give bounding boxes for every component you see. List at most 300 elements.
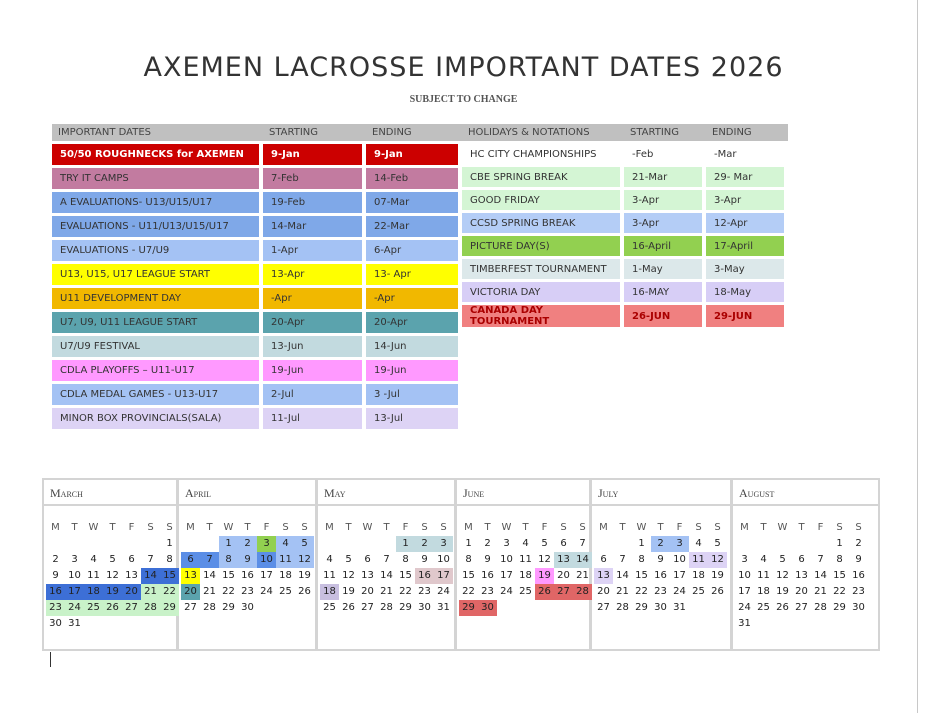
calendar-day: 24 xyxy=(738,602,751,613)
month-divider xyxy=(179,504,315,506)
start-date-cell: 11-Jul xyxy=(263,408,366,429)
weekday-label: F xyxy=(817,522,824,533)
date-row xyxy=(52,384,462,405)
calendar-day: 12 xyxy=(342,570,355,581)
event-cell: TIMBERFEST TOURNAMENT xyxy=(462,259,624,279)
calendar-day: 13 xyxy=(125,570,138,581)
calendar-day: 31 xyxy=(68,618,81,629)
calendar-day: 10 xyxy=(500,554,513,565)
weekday-label: S xyxy=(147,522,154,533)
month-divider xyxy=(44,504,176,506)
start-date-cell: -Feb xyxy=(624,144,706,164)
calendar-day: 25 xyxy=(323,602,336,613)
calendar-day: 1 xyxy=(396,536,415,552)
weekday-label: F xyxy=(263,522,270,533)
calendar-day: 19 xyxy=(535,568,554,584)
calendar-day: 22 xyxy=(635,586,648,597)
weekday-label: S xyxy=(421,522,428,533)
weekday-label: S xyxy=(440,522,447,533)
date-row xyxy=(52,240,462,261)
calendar-day: 12 xyxy=(708,552,727,568)
weekday-label: T xyxy=(522,522,529,533)
calendar-day: 1 xyxy=(836,538,843,549)
calendar-day: 7 xyxy=(817,554,824,565)
end-date-cell: 12-Apr xyxy=(706,213,788,233)
start-date-cell: 14-Mar xyxy=(263,216,366,237)
calendar-day: 11 xyxy=(519,554,532,565)
calendar-day: 10 xyxy=(673,554,686,565)
header-starting: STARTING xyxy=(624,124,706,141)
calendar-day: 9 xyxy=(484,554,491,565)
weekday-label: M xyxy=(325,522,334,533)
start-date-cell: 1-Apr xyxy=(263,240,366,261)
date-row xyxy=(462,305,788,327)
calendar-day: 3 xyxy=(741,554,748,565)
calendar-day: 18 xyxy=(84,584,103,600)
calendar-day: 14 xyxy=(380,570,393,581)
event-cell: EVALUATIONS - U7/U9 xyxy=(52,240,263,261)
calendar-day: 21 xyxy=(203,586,216,597)
calendar-day: 16 xyxy=(241,570,254,581)
calendar-day: 18 xyxy=(757,586,770,597)
calendar-day: 16 xyxy=(852,570,865,581)
calendar-day: 5 xyxy=(779,554,786,565)
calendar-day: 8 xyxy=(465,554,472,565)
weekday-label: F xyxy=(128,522,135,533)
date-row xyxy=(52,360,462,381)
event-cell: U11 DEVELOPMENT DAY xyxy=(52,288,263,309)
calendar-day: 2 xyxy=(52,554,59,565)
weekday-label: W xyxy=(636,522,647,533)
weekday-label: S xyxy=(579,522,586,533)
calendar-day: 26 xyxy=(103,600,122,616)
weekday-label: F xyxy=(676,522,683,533)
calendar-day: 8 xyxy=(836,554,843,565)
calendar-day: 29 xyxy=(833,602,846,613)
month-name: March xyxy=(50,486,83,500)
weekday-label: T xyxy=(798,522,805,533)
weekday-label: T xyxy=(484,522,491,533)
end-date-cell: 13-Jul xyxy=(366,408,462,429)
event-cell: CBE SPRING BREAK xyxy=(462,167,624,187)
page-edge-line xyxy=(917,0,918,713)
calendar-day: 31 xyxy=(437,602,450,613)
calendar-day: 23 xyxy=(852,586,865,597)
calendar-day: 19 xyxy=(776,586,789,597)
calendar-day: 16 xyxy=(46,584,65,600)
weekday-label: M xyxy=(186,522,195,533)
weekday-label: S xyxy=(855,522,862,533)
event-cell: 50/50 ROUGHNECKS for AXEMEN xyxy=(52,144,263,165)
calendar-day: 6 xyxy=(181,552,200,568)
start-date-cell: 21-Mar xyxy=(624,167,706,187)
date-row xyxy=(462,167,788,187)
calendar-day: 9 xyxy=(52,570,59,581)
calendar-day: 30 xyxy=(49,618,62,629)
start-date-cell: 9-Jan xyxy=(263,144,366,165)
start-date-cell: -Apr xyxy=(263,288,366,309)
calendar-day: 7 xyxy=(200,552,219,568)
calendar-day: 30 xyxy=(241,602,254,613)
header-starting: STARTING xyxy=(263,124,366,141)
event-cell: MINOR BOX PROVINCIALS(SALA) xyxy=(52,408,263,429)
calendar-day: 30 xyxy=(852,602,865,613)
start-date-cell: 2-Jul xyxy=(263,384,366,405)
calendar-day: 14 xyxy=(814,570,827,581)
weekday-label: W xyxy=(223,522,234,533)
calendar-day: 8 xyxy=(638,554,645,565)
calendar-day: 22 xyxy=(462,586,475,597)
calendar-day: 23 xyxy=(418,586,431,597)
calendar-day: 22 xyxy=(222,586,235,597)
date-row xyxy=(52,336,462,357)
header-holidays: HOLIDAYS & NOTATIONS xyxy=(462,124,624,141)
calendar-day: 12 xyxy=(538,554,551,565)
calendar-day: 27 xyxy=(554,584,573,600)
calendar-day: 28 xyxy=(814,602,827,613)
month-name: June xyxy=(463,486,485,500)
calendar-day: 29 xyxy=(635,602,648,613)
calendar-day: 20 xyxy=(795,586,808,597)
calendar-day: 14 xyxy=(573,552,592,568)
calendar-day: 17 xyxy=(434,568,453,584)
date-row xyxy=(462,213,788,233)
weekday-label: W xyxy=(777,522,788,533)
weekday-label: T xyxy=(206,522,213,533)
calendar-day: 13 xyxy=(181,568,200,584)
start-date-cell: 16-MAY xyxy=(624,282,706,302)
calendar-day: 2 xyxy=(415,536,434,552)
calendar-day: 26 xyxy=(711,586,724,597)
weekday-label: T xyxy=(109,522,116,533)
calendar-day: 29 xyxy=(459,600,478,616)
calendar-day: 22 xyxy=(399,586,412,597)
weekday-label: S xyxy=(560,522,567,533)
calendar-day: 1 xyxy=(638,538,645,549)
date-row xyxy=(462,236,788,256)
end-date-cell: 9-Jan xyxy=(366,144,462,165)
calendar-day: 24 xyxy=(500,586,513,597)
calendar-day: 29 xyxy=(222,602,235,613)
event-cell: HC CITY CHAMPIONSHIPS xyxy=(462,144,624,164)
start-date-cell: 19-Jun xyxy=(263,360,366,381)
calendar-day: 4 xyxy=(90,554,97,565)
calendar-day: 13 xyxy=(594,568,613,584)
month-may xyxy=(318,480,457,649)
calendar-day: 23 xyxy=(241,586,254,597)
calendar-day: 24 xyxy=(65,600,84,616)
calendar-day: 7 xyxy=(147,554,154,565)
end-date-cell: 13- Apr xyxy=(366,264,462,285)
start-date-cell: 20-Apr xyxy=(263,312,366,333)
event-cell: U7/U9 FESTIVAL xyxy=(52,336,263,357)
calendar-day: 18 xyxy=(519,570,532,581)
calendar-day: 25 xyxy=(757,602,770,613)
month-july xyxy=(592,480,733,649)
calendar-day: 28 xyxy=(141,600,160,616)
calendar-day: 8 xyxy=(219,552,238,568)
month-name: July xyxy=(598,486,619,500)
calendar-day: 6 xyxy=(600,554,607,565)
calendar-day: 23 xyxy=(654,586,667,597)
end-date-cell: 6-Apr xyxy=(366,240,462,261)
calendar-day: 6 xyxy=(364,554,371,565)
calendar-day: 1 xyxy=(219,536,238,552)
calendar-day: 27 xyxy=(795,602,808,613)
calendar-day: 15 xyxy=(399,570,412,581)
calendar-day: 2 xyxy=(855,538,862,549)
calendar-day: 4 xyxy=(695,538,702,549)
date-row xyxy=(462,190,788,210)
calendar-day: 5 xyxy=(295,536,314,552)
calendar-day: 21 xyxy=(576,570,589,581)
calendar-day: 9 xyxy=(855,554,862,565)
calendar-day: 2 xyxy=(484,538,491,549)
calendar-day: 10 xyxy=(437,554,450,565)
calendar-day: 18 xyxy=(279,570,292,581)
calendar-day: 2 xyxy=(238,536,257,552)
calendar-day: 15 xyxy=(462,570,475,581)
calendar-day: 6 xyxy=(798,554,805,565)
end-date-cell: 3 -Jul xyxy=(366,384,462,405)
calendar-day: 12 xyxy=(776,570,789,581)
calendar-day: 26 xyxy=(776,602,789,613)
end-date-cell: 14-Feb xyxy=(366,168,462,189)
calendar-day: 9 xyxy=(657,554,664,565)
weekday-label: T xyxy=(71,522,78,533)
calendar-day: 20 xyxy=(122,584,141,600)
event-cell: EVALUATIONS - U11/U13/U15/U17 xyxy=(52,216,263,237)
weekday-label: W xyxy=(362,522,373,533)
end-date-cell: 19-Jun xyxy=(366,360,462,381)
event-cell: PICTURE DAY(S) xyxy=(462,236,624,256)
date-row xyxy=(52,168,462,189)
weekday-label: M xyxy=(740,522,749,533)
month-april xyxy=(179,480,318,649)
calendar-day: 24 xyxy=(437,586,450,597)
calendar-day: 18 xyxy=(692,570,705,581)
month-name: April xyxy=(185,486,212,500)
weekday-label: W xyxy=(501,522,512,533)
weekday-label: T xyxy=(244,522,251,533)
text-cursor xyxy=(50,652,51,667)
date-row xyxy=(52,288,462,309)
calendar-day: 11 xyxy=(276,552,295,568)
important-dates-table xyxy=(52,121,462,432)
end-date-cell: 29-JUN xyxy=(706,305,788,327)
calendar-day: 15 xyxy=(635,570,648,581)
calendar-day: 23 xyxy=(46,600,65,616)
weekday-label: F xyxy=(541,522,548,533)
calendar-day: 5 xyxy=(345,554,352,565)
calendar-day: 6 xyxy=(128,554,135,565)
calendar-day: 4 xyxy=(326,554,333,565)
calendar-day: 3 xyxy=(434,536,453,552)
calendar-day: 28 xyxy=(203,602,216,613)
calendar-day: 20 xyxy=(597,586,610,597)
calendar-day: 17 xyxy=(500,570,513,581)
calendar-day: 27 xyxy=(122,600,141,616)
calendar-day: 31 xyxy=(673,602,686,613)
page-title: AXEMEN LACROSSE IMPORTANT DATES 2026 xyxy=(143,52,784,83)
event-cell: VICTORIA DAY xyxy=(462,282,624,302)
weekday-label: S xyxy=(714,522,721,533)
event-cell: TRY IT CAMPS xyxy=(52,168,263,189)
date-row xyxy=(462,282,788,302)
weekday-label: S xyxy=(695,522,702,533)
calendar-day: 11 xyxy=(689,552,708,568)
calendar-day: 29 xyxy=(399,602,412,613)
calendar-day: 16 xyxy=(481,570,494,581)
calendar-day: 30 xyxy=(478,600,497,616)
event-cell: CANADA DAY TOURNAMENT xyxy=(462,305,624,327)
calendar-day: 26 xyxy=(342,602,355,613)
end-date-cell: 14-Jun xyxy=(366,336,462,357)
event-cell: U7, U9, U11 LEAGUE START xyxy=(52,312,263,333)
date-row xyxy=(52,216,462,237)
calendar-day: 20 xyxy=(557,570,570,581)
calendar-day: 21 xyxy=(814,586,827,597)
calendar-day: 27 xyxy=(597,602,610,613)
event-cell: CDLA PLAYOFFS – U11-U17 xyxy=(52,360,263,381)
calendar-day: 12 xyxy=(295,552,314,568)
calendar-day: 6 xyxy=(560,538,567,549)
calendar-day: 15 xyxy=(833,570,846,581)
calendar-day: 25 xyxy=(692,586,705,597)
weekday-label: T xyxy=(760,522,767,533)
header-ending: ENDING xyxy=(706,124,788,141)
calendar-day: 9 xyxy=(238,552,257,568)
calendar-day: 7 xyxy=(619,554,626,565)
calendar-day: 19 xyxy=(342,586,355,597)
weekday-label: S xyxy=(301,522,308,533)
calendar-day: 7 xyxy=(383,554,390,565)
start-date-cell: 26-JUN xyxy=(624,305,706,327)
calendar-day: 19 xyxy=(711,570,724,581)
calendar-day: 19 xyxy=(103,584,122,600)
calendar-day: 3 xyxy=(71,554,78,565)
page-subtitle: SUBJECT TO CHANGE xyxy=(409,94,518,105)
calendar-day: 5 xyxy=(541,538,548,549)
calendar-day: 21 xyxy=(616,586,629,597)
date-row xyxy=(462,259,788,279)
calendar-day: 3 xyxy=(257,536,276,552)
date-row xyxy=(462,144,788,164)
end-date-cell: 17-April xyxy=(706,236,788,256)
end-date-cell: 07-Mar xyxy=(366,192,462,213)
start-date-cell: 3-Apr xyxy=(624,190,706,210)
calendar-day: 14 xyxy=(141,568,160,584)
end-date-cell: -Mar xyxy=(706,144,788,164)
calendar-day: 31 xyxy=(738,618,751,629)
calendar-strip xyxy=(42,478,880,651)
calendar-day: 8 xyxy=(402,554,409,565)
weekday-label: M xyxy=(464,522,473,533)
event-cell: CCSD SPRING BREAK xyxy=(462,213,624,233)
date-row xyxy=(52,144,462,165)
calendar-day: 25 xyxy=(84,600,103,616)
date-row xyxy=(52,312,462,333)
month-march xyxy=(44,480,179,649)
end-date-cell: 20-Apr xyxy=(366,312,462,333)
calendar-day: 8 xyxy=(166,554,173,565)
calendar-day: 26 xyxy=(535,584,554,600)
calendar-day: 14 xyxy=(616,570,629,581)
month-august xyxy=(733,480,878,649)
calendar-day: 19 xyxy=(298,570,311,581)
event-cell: A EVALUATIONS- U13/U15/U17 xyxy=(52,192,263,213)
calendar-day: 17 xyxy=(673,570,686,581)
weekday-label: M xyxy=(51,522,60,533)
start-date-cell: 1-May xyxy=(624,259,706,279)
calendar-day: 2 xyxy=(651,536,670,552)
calendar-day: 17 xyxy=(65,584,84,600)
header-important-dates: IMPORTANT DATES xyxy=(52,124,263,141)
weekday-label: T xyxy=(657,522,664,533)
calendar-day: 28 xyxy=(380,602,393,613)
calendar-day: 13 xyxy=(795,570,808,581)
date-row xyxy=(52,192,462,213)
calendar-day: 17 xyxy=(260,570,273,581)
end-date-cell: 29- Mar xyxy=(706,167,788,187)
start-date-cell: 19-Feb xyxy=(263,192,366,213)
calendar-day: 16 xyxy=(415,568,434,584)
calendar-day: 3 xyxy=(670,536,689,552)
calendar-day: 1 xyxy=(465,538,472,549)
header-ending: ENDING xyxy=(366,124,462,141)
event-cell: CDLA MEDAL GAMES - U13-U17 xyxy=(52,384,263,405)
calendar-day: 9 xyxy=(421,554,428,565)
calendar-day: 24 xyxy=(673,586,686,597)
calendar-day: 25 xyxy=(519,586,532,597)
calendar-day: 11 xyxy=(323,570,336,581)
calendar-day: 13 xyxy=(554,552,573,568)
calendar-day: 24 xyxy=(260,586,273,597)
end-date-cell: 18-May xyxy=(706,282,788,302)
month-name: August xyxy=(739,486,775,500)
start-date-cell: 13-Apr xyxy=(263,264,366,285)
calendar-day: 25 xyxy=(279,586,292,597)
calendar-day: 1 xyxy=(166,538,173,549)
calendar-day: 21 xyxy=(141,584,160,600)
calendar-day: 5 xyxy=(714,538,721,549)
calendar-day: 26 xyxy=(298,586,311,597)
start-date-cell: 16-April xyxy=(624,236,706,256)
holidays-table xyxy=(462,121,788,330)
calendar-day: 20 xyxy=(361,586,374,597)
month-divider xyxy=(592,504,730,506)
calendar-day: 17 xyxy=(738,586,751,597)
date-row xyxy=(52,408,462,429)
calendar-day: 23 xyxy=(481,586,494,597)
calendar-day: 15 xyxy=(222,570,235,581)
weekday-label: M xyxy=(599,522,608,533)
calendar-day: 29 xyxy=(160,600,179,616)
calendar-day: 4 xyxy=(522,538,529,549)
calendar-day: 13 xyxy=(361,570,374,581)
end-date-cell: -Apr xyxy=(366,288,462,309)
calendar-day: 28 xyxy=(616,602,629,613)
calendar-day: 22 xyxy=(160,584,179,600)
month-name: May xyxy=(324,486,346,500)
weekday-label: F xyxy=(402,522,409,533)
weekday-label: T xyxy=(345,522,352,533)
calendar-day: 16 xyxy=(654,570,667,581)
month-divider xyxy=(733,504,878,506)
weekday-label: W xyxy=(88,522,99,533)
month-divider xyxy=(457,504,589,506)
calendar-day: 30 xyxy=(418,602,431,613)
